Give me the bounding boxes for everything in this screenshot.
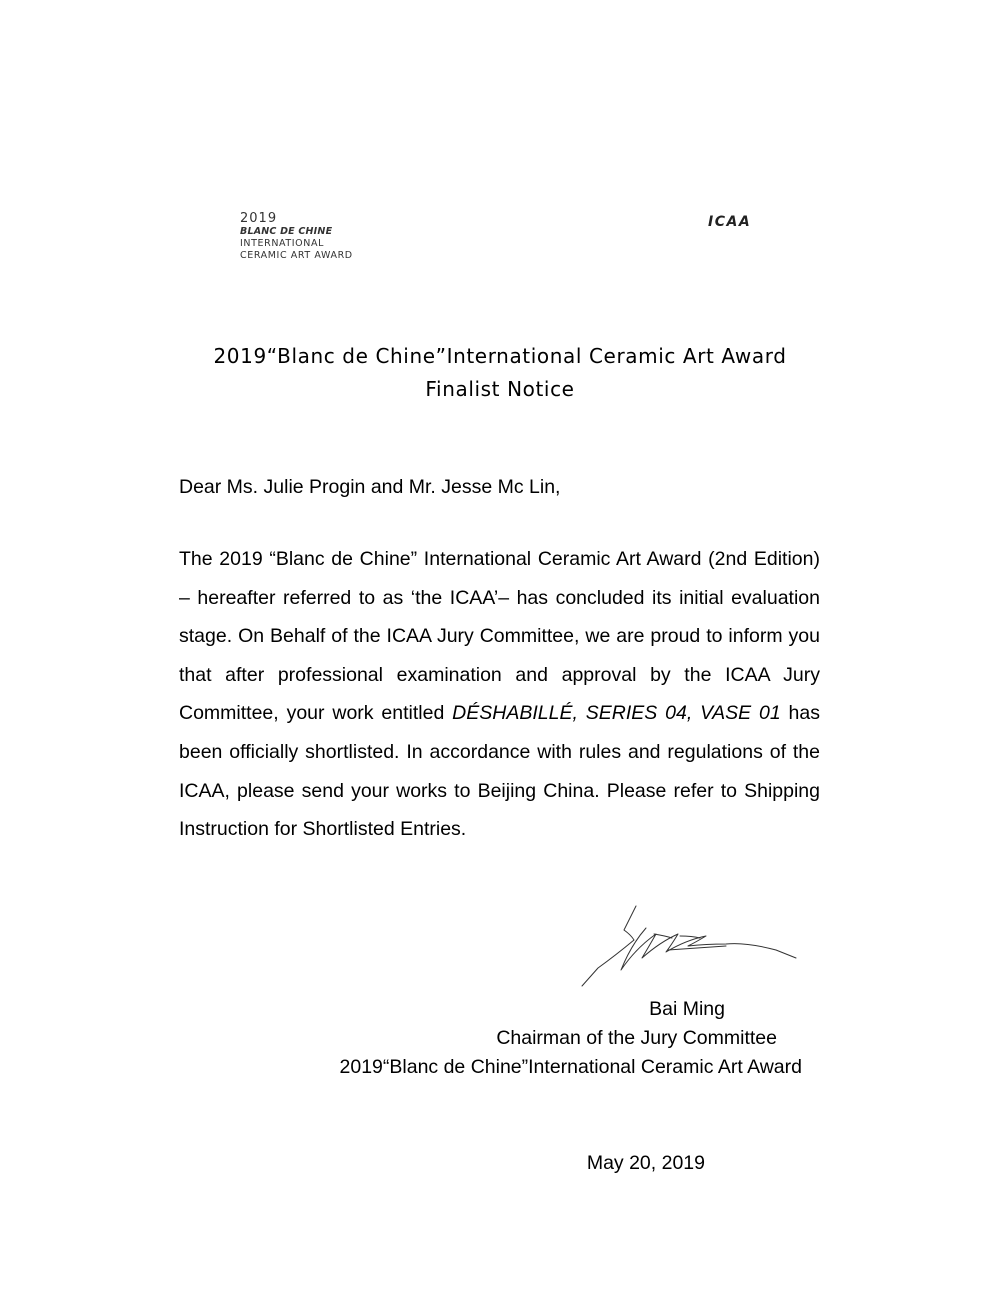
signatory-organization: 2019“Blanc de Chine”International Ceramic Art Award <box>339 1056 802 1078</box>
award-logo <box>240 212 353 262</box>
signatory-name: Bai Ming <box>649 998 725 1020</box>
logo-line-2: CERAMIC ART AWARD <box>240 250 353 261</box>
letter-body <box>179 540 820 849</box>
signatory-role: Chairman of the Jury Committee <box>496 1027 777 1049</box>
logo-brand: BLANC DE CHINE <box>240 226 333 237</box>
logo-year: 2019 <box>240 211 278 226</box>
handwritten-signature <box>576 900 806 995</box>
letter-date: May 20, 2019 <box>586 1152 705 1174</box>
notice-title: 2019“Blanc de Chine”International Ceramic Art Award <box>213 344 787 368</box>
letter-body-part-2: has been officially shortlisted. In accordance with rules and regulations of the ICAA, please send your works to Beijing China. Please refer to Shipping Instruction for Shortlisted Entries. <box>179 702 820 841</box>
work-title: DÉSHABILLÉ, SERIES 04, VASE 01 <box>452 702 781 725</box>
logo-line-1: INTERNATIONAL <box>240 238 324 249</box>
icaa-header-mark: ICAA <box>708 214 752 230</box>
notice-subtitle: Finalist Notice <box>425 377 575 401</box>
letter-body-part-1: The 2019 “Blanc de Chine” International Ceramic Art Award (2nd Edition) – hereafter referred to as ‘the ICAA’– has concluded its initial evaluation stage. On Behalf of the ICAA Jury Committee, we are proud to inform you that after professional examination and approval by the ICAA Jury Committee, your work entitled <box>179 548 820 725</box>
salutation: Dear Ms. Julie Progin and Mr. Jesse Mc Lin, <box>179 476 561 498</box>
